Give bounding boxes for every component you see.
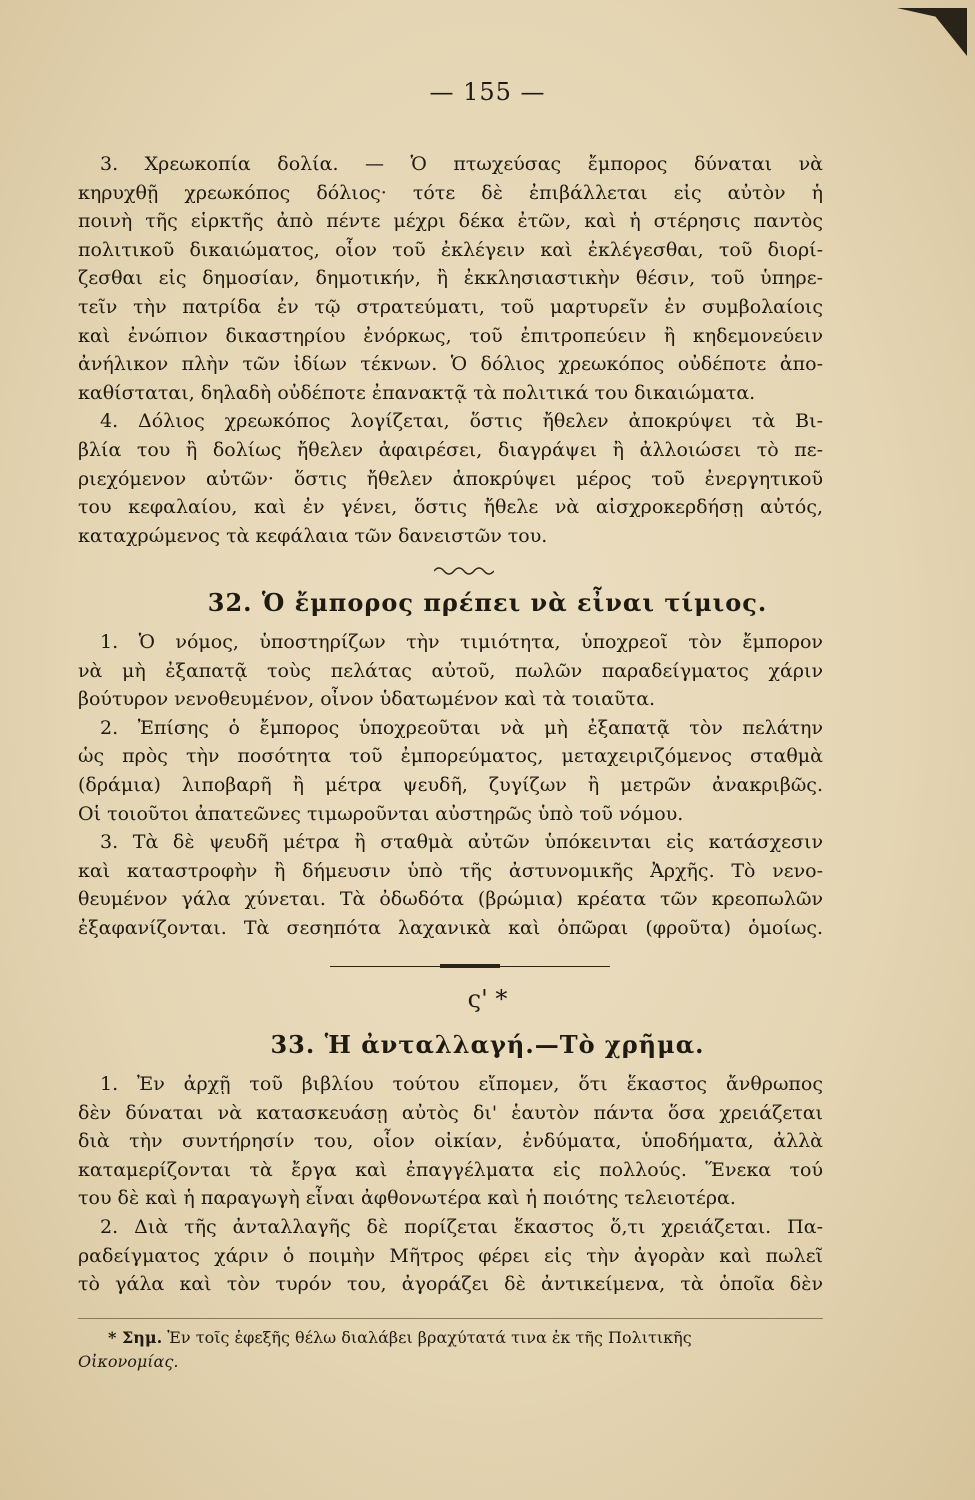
- section-33-heading: 33. Ἡ ἀνταλλαγή.—Τὸ χρῆμα.: [270, 1030, 705, 1059]
- text-line: του κεφαλαίου, καὶ ἐν γένει, ὅστις ἤθελε νὰ αἰσχροκερδήσῃ αὐτός,: [78, 496, 823, 519]
- text-line: πολιτικοῦ δικαιώματος, οἷον τοῦ ἐκλέγειν καὶ ἐκλέγεσθαι, τοῦ διορί-: [78, 238, 823, 261]
- text-line: ραδείγματος χάριν ὁ ποιμὴν Μῆτρος φέρει εἰς τὴν ἀγορὰν καὶ πωλεῖ: [78, 1244, 823, 1267]
- text-line: του δὲ καὶ ἡ παραγωγὴ εἶναι ἀφθονωτέρα καὶ ἡ ποιότης τελειοτέρα.: [78, 1187, 736, 1210]
- text-line: 4. Δόλιος χρεωκόπος λογίζεται, ὅστις ἤθελεν ἀποκρύψει τὰ Βι-: [100, 410, 823, 433]
- footnote-text-cont: Οἰκονομίας.: [78, 1352, 179, 1371]
- text-line: ἐξαφανίζονται. Τὰ σεσηπότα λαχανικὰ καὶ ὀπῶραι (φροῦτα) ὁμοίως.: [78, 916, 823, 939]
- text-line: βούτυρον νενοθευμένον, οἶνον ὑδατωμένον καὶ τὰ τοιαῦτα.: [78, 688, 656, 711]
- text-line: κηρυχθῇ χρεωκόπος δόλιος· τότε δὲ ἐπιβάλλεται εἰς αὐτὸν ἡ: [78, 181, 823, 204]
- text-line: βλία του ἢ δολίως ἤθελεν ἀφαιρέσει, διαγράψει ἢ ἀλλοιώσει τὸ πε-: [78, 438, 823, 461]
- footnote-rule: [78, 1318, 823, 1319]
- section-3-text: [78, 150, 823, 550]
- ornament-squiggle: [434, 565, 494, 577]
- text-line: καταχρώμενος τὰ κεφάλαια τῶν δανειστῶν του.: [78, 524, 548, 547]
- text-line: 3. Χρεωκοπία δολία. — Ὁ πτωχεύσας ἔμπορος δύναται νὰ: [100, 153, 823, 175]
- section-32-text: [78, 628, 823, 943]
- text-line: 1. Ὁ νόμος, ὑποστηρίζων τὴν τιμιότητα, ὑποχρεοῖ τὸν ἔμπορον: [100, 631, 823, 653]
- text-line: Οἱ τοιοῦτοι ἀπατεῶνες τιμωροῦνται αὐστηρῶς ὑπὸ τοῦ νόμου.: [78, 802, 684, 825]
- text-line: 3. Τὰ δὲ ψευδῆ μέτρα ἢ σταθμὰ αὐτῶν ὑπόκεινται εἰς κατάσχεσιν: [100, 831, 823, 854]
- footnote: [78, 1326, 823, 1374]
- text-line: θευμένον γάλα χύνεται. Τὰ ὀδωδότα (βρώμια) κρέατα τῶν κρεοπωλῶν: [78, 888, 823, 911]
- text-line: 2. Διὰ τῆς ἀνταλλαγῆς δὲ πορίζεται ἕκαστος ὅ,τι χρειάζεται. Πα-: [100, 1215, 823, 1238]
- text-line: τὸ γάλα καὶ τὸν τυρόν του, ἀγοράζει δὲ ἀντικείμενα, τὰ ὁποῖα δὲν: [78, 1273, 823, 1296]
- text-line: (δράμια) λιποβαρῆ ἢ μέτρα ψευδῆ, ζυγίζων ἢ μετρῶν ἀνακριβῶς.: [78, 773, 823, 796]
- text-line: διὰ τὴν συντήρησίν του, οἷον οἰκίαν, ἐνδύματα, ὑποδήματα, ἀλλὰ: [78, 1130, 823, 1153]
- section-33-text: [78, 1070, 823, 1299]
- text-line: ὡς πρὸς τὴν ποσότητα τοῦ ἐμπορεύματος, μεταχειριζόμενος σταθμὰ: [78, 745, 823, 768]
- text-line: 1. Ἐν ἀρχῇ τοῦ βιβλίου τούτου εἴπομεν, ὅτι ἕκαστος ἄνθρωπος: [100, 1073, 823, 1095]
- text-line: ἀνήλικον πλὴν τῶν ἰδίων τέκνων. Ὁ δόλιος χρεωκόπος οὐδέποτε ἀπο-: [78, 353, 823, 376]
- text-line: καταμερίζονται τὰ ἔργα καὶ ἐπαγγέλματα εἰς πολλούς. Ἕνεκα τού: [78, 1158, 823, 1181]
- footnote-text: Ἐν τοῖς ἐφεξῆς θέλω διαλάβει βραχύτατά τινα ἐκ τῆς Πολιτικῆς: [167, 1328, 692, 1347]
- text-line: ζεσθαι εἰς δημοσίαν, δημοτικήν, ἢ ἐκκλησιαστικὴν θέσιν, τοῦ ὑπηρε-: [78, 267, 823, 290]
- text-line: 2. Ἐπίσης ὁ ἔμπορος ὑποχρεοῦται νὰ μὴ ἐξαπατᾷ τὸν πελάτην: [100, 716, 823, 739]
- section-32-heading: 32. Ὁ ἔμπορος πρέπει νὰ εἶναι τίμιος.: [207, 588, 768, 617]
- footnote-label: * Σημ.: [108, 1328, 163, 1347]
- page-number: — 155 —: [429, 78, 546, 106]
- text-line: καὶ ἐνώπιον δικαστηρίου ἐνόρκως, τοῦ ἐπιτροπεύειν ἢ κηδεμονεύειν: [78, 324, 823, 347]
- text-line: δὲν δύναται νὰ κατασκευάσῃ αὐτὸς δι' ἑαυτὸν πάντα ὅσα χρειάζεται: [78, 1101, 823, 1124]
- text-line: νὰ μὴ ἐξαπατᾷ τοὺς πελάτας αὐτοῦ, πωλῶν παραδείγματος χάριν: [78, 659, 823, 682]
- text-line: τεῖν τὴν πατρίδα ἐν τῷ στρατεύματι, τοῦ μαρτυρεῖν ἐν συμβολαίοις: [78, 295, 823, 318]
- corner-damage-mark: [897, 8, 967, 56]
- chapter-mark: ς' *: [467, 985, 508, 1013]
- text-line: καθίσταται, δηλαδὴ οὐδέποτε ἐπανακτᾷ τὰ πολιτικά του δικαιώματα.: [78, 381, 756, 404]
- text-line: καὶ καταστροφὴν ἢ δήμευσιν ὑπὸ τῆς ἀστυνομικῆς Ἀρχῆς. Τὸ νενο-: [78, 859, 823, 882]
- text-line: ποινὴ τῆς εἱρκτῆς ἀπὸ πέντε μέχρι δέκα ἐτῶν, καὶ ἡ στέρησις παντὸς: [78, 210, 823, 233]
- section-divider-center: [440, 964, 500, 968]
- text-line: ριεχόμενον αὐτῶν· ὅστις ἤθελεν ἀποκρύψει μέρος τοῦ ἐνεργητικοῦ: [78, 467, 823, 490]
